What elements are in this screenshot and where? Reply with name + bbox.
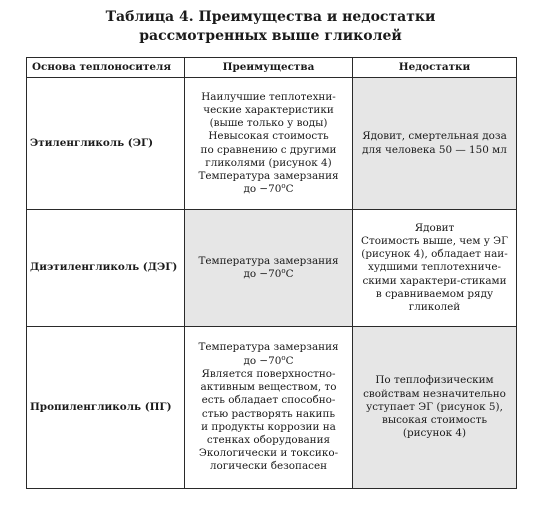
temp-unit: С <box>285 183 294 196</box>
adv-line: Невысокая стоимость <box>208 130 329 143</box>
temp-unit: С <box>285 268 294 280</box>
temp-prefix: до <box>243 268 260 280</box>
adv-line: активным веществом, то <box>200 381 337 394</box>
adv-temp-line <box>188 268 349 281</box>
cell-base-pg: Пропиленгликоль (ПГ) <box>27 327 185 489</box>
cell-advantages-eg <box>185 78 353 210</box>
glycol-comparison-table <box>26 57 517 489</box>
header-disadvantages: Недостатки <box>353 58 517 78</box>
dis-line: высокая стоимость <box>381 414 488 427</box>
table-title <box>0 8 541 46</box>
adv-line: (выше только у воды) <box>209 117 328 130</box>
dis-line: в сравниваемом ряду <box>375 287 494 300</box>
adv-line: стенках оборудования <box>206 433 331 446</box>
adv-temp-line <box>188 183 349 196</box>
dis-line: скими характери-стиками <box>362 274 507 287</box>
cell-disadvantages-pg <box>353 327 517 489</box>
adv-line: логически безопасен <box>209 460 328 473</box>
dis-line: свойствам незначительно <box>363 387 506 400</box>
temp-degree: о <box>281 267 286 275</box>
dis-line: Стоимость выше, чем у ЭГ <box>361 234 508 247</box>
adv-line: Является поверхностно- <box>201 367 336 380</box>
temp-unit: С <box>285 354 294 367</box>
dis-line: уступает ЭГ (рисунок 5), <box>366 400 503 413</box>
adv-line: Температура замерзания <box>198 341 339 354</box>
dis-line: (рисунок 4) <box>402 427 467 440</box>
dis-line: Ядовит <box>414 221 455 234</box>
adv-line: ческие характеристики <box>203 103 334 116</box>
adv-line: гликолями (рисунок 4) <box>205 156 332 169</box>
dis-line: гликолей <box>408 301 461 313</box>
table-title-line-2: рассмотренных выше гликолей <box>139 28 402 44</box>
cell-base-eg: Этиленгликоль (ЭГ) <box>27 78 185 210</box>
adv-line: стью растворять накипь <box>201 407 336 420</box>
dis-line: По теплофизическим <box>375 374 494 387</box>
adv-line: Температура замерзания <box>198 254 339 267</box>
table-row-deg <box>27 210 517 327</box>
cell-disadvantages-eg <box>353 78 517 210</box>
dis-line: худшими теплотехниче- <box>367 261 502 274</box>
table-header-row <box>27 58 517 78</box>
cell-advantages-deg <box>185 210 353 327</box>
adv-line: Температура замерзания <box>198 169 339 182</box>
adv-temp-line <box>188 355 349 368</box>
temp-degree: о <box>281 353 286 362</box>
table-row-eg <box>27 78 517 210</box>
dis-line: для человека 50 — 150 мл <box>362 143 507 156</box>
table-row-pg <box>27 327 517 489</box>
dis-line: (рисунок 4), обладает наи- <box>361 248 508 261</box>
temp-prefix: до <box>243 354 260 367</box>
table-title-line-1: Таблица 4. Преимущества и недостатки <box>105 9 436 25</box>
header-advantages: Преимущества <box>185 58 353 78</box>
cell-advantages-pg <box>185 327 353 489</box>
header-base: Основа теплоносителя <box>27 58 185 78</box>
temp-prefix: до <box>243 183 260 196</box>
dis-line: Ядовит, смертельная доза <box>362 130 507 143</box>
temp-degree: о <box>281 182 286 191</box>
adv-line: по сравнению с другими <box>200 143 337 156</box>
temp-value: −70 <box>259 183 282 196</box>
adv-line: Экологически и токсико- <box>198 447 339 460</box>
temp-value: −70 <box>259 268 282 280</box>
adv-line: есть обладает способно- <box>201 394 336 407</box>
cell-disadvantages-deg <box>353 210 517 327</box>
adv-line: и продукты коррозии на <box>201 420 336 433</box>
adv-line: Наилучшие теплотехни- <box>201 90 336 103</box>
cell-base-deg: Диэтиленгликоль (ДЭГ) <box>27 210 185 327</box>
temp-value: −70 <box>259 354 282 367</box>
